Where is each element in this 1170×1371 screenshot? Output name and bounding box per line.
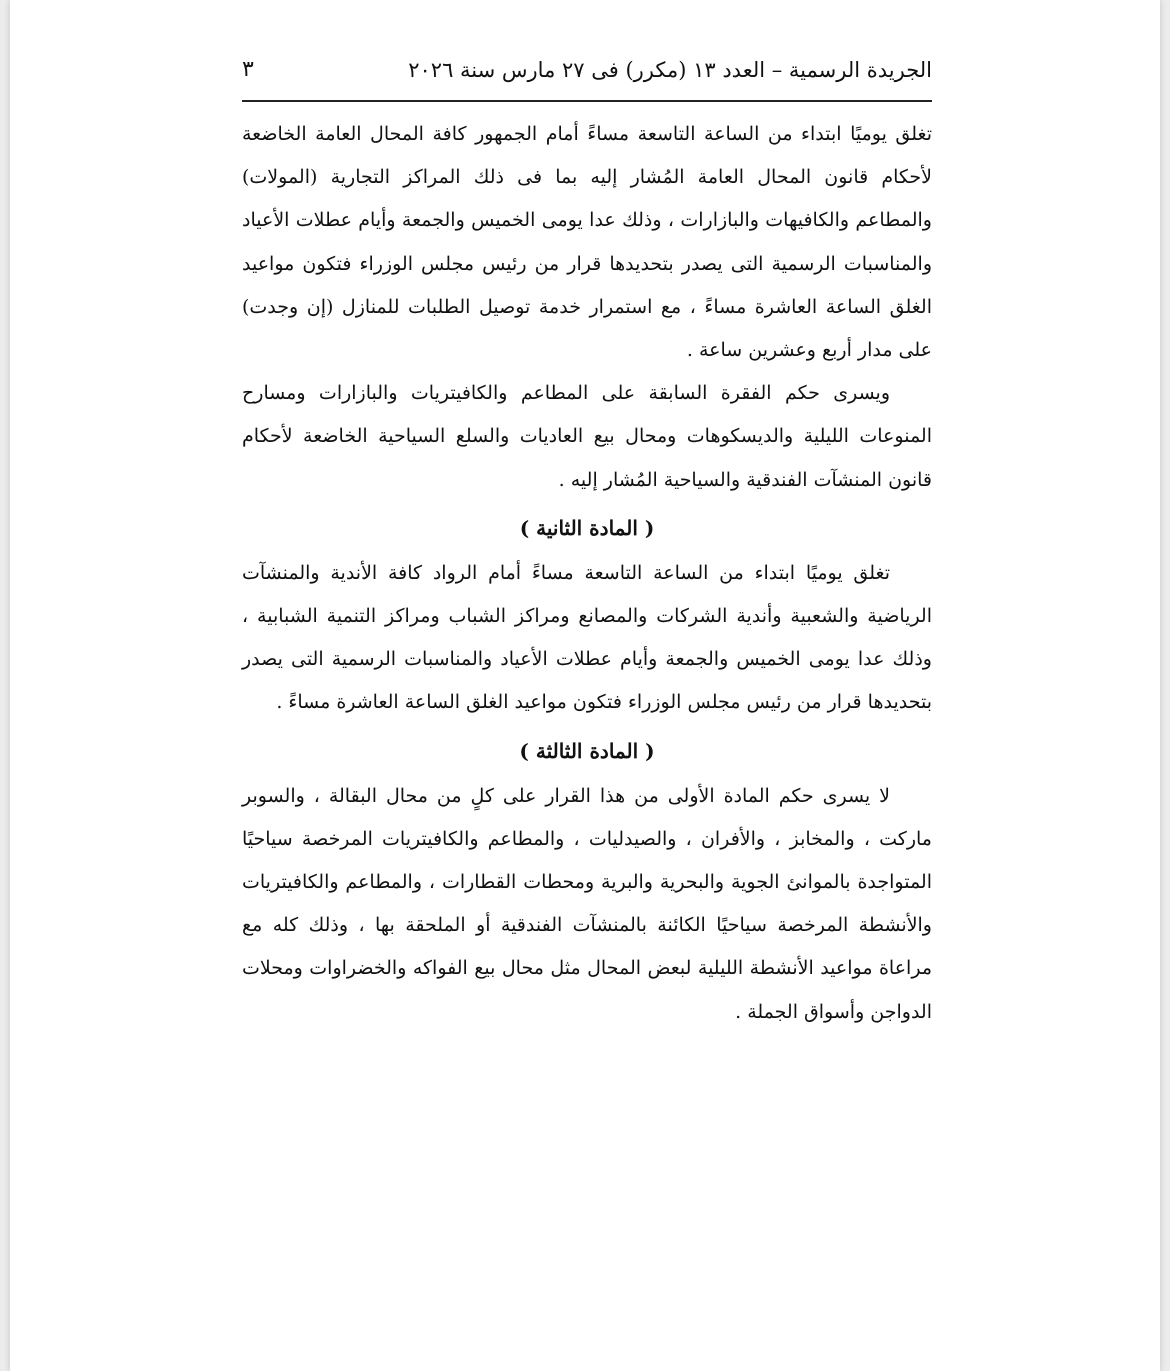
page-number: ٣ [242, 57, 254, 82]
article-1-paragraph-2: ويسرى حكم الفقرة السابقة على المطاعم والكافيتريات والبازارات ومسارح المنوعات الليلية والديسكوهات ومحال بيع العاديات والسلع السياحية الخاضعة لأحكام قانون المنشآت الفندقية والسياحية المُشار إليه . [242, 382, 932, 491]
article-2-paragraph-1: تغلق يوميًا ابتداء من الساعة التاسعة مساءً أمام الرواد كافة الأندية والمنشآت الرياضية والشعبية وأندية الشركات والمصانع ومراكز الشباب ومراكز التنمية الشبابية ، وذلك عدا يومى الخميس والجمعة وأيام عطلات الأعياد والمناسبات الرسمية التى يصدر بتحديدها قرار من رئيس مجلس الوزراء فتكون مواعيد الغلق الساعة العاشرة مساءً . [242, 561, 932, 714]
header-divider [242, 100, 932, 102]
article-3-title: ( المادة الثالثة ) [519, 738, 655, 763]
article-3-paragraph-1: لا يسرى حكم المادة الأولى من هذا القرار على كلٍ من محال البقالة ، والسوبر ماركت ، والمخابز ، والأفران ، والصيدليات ، والمطاعم والكافيتريات المرخصة سياحيًا المتواجدة بالموانئ الجوية والبحرية والبرية ومحطات القطارات ، والمطاعم والكافيتريات والأنشطة المرخصة سياحيًا الكائنة بالمنشآت الفندقية أو الملحقة بها ، وذلك كله مع مراعاة مواعيد الأنشطة الليلية لبعض المحال مثل محال بيع الفواكه والخضراوات ومحلات الدواجن وأسواق الجملة . [242, 784, 932, 1023]
gazette-header-title: الجريدة الرسمية – العدد ١٣ (مكرر) فى ٢٧ مارس سنة ٢٠٢٦ [408, 58, 932, 82]
article-1-paragraph-1: تغلق يوميًا ابتداء من الساعة التاسعة مساءً أمام الجمهور كافة المحال العامة الخاضعة لأحكام قانون المحال العامة المُشار إليه بما فى ذلك المراكز التجارية (المولات) والمطاعم والكافيهات والبازارات ، وذلك عدا يومى الخميس والجمعة وأيام عطلات الأعياد والمناسبات الرسمية التى يصدر بتحديدها قرار من رئيس مجلس الوزراء فتكون مواعيد الغلق الساعة العاشرة مساءً ، مع استمرار خدمة توصيل الطلبات للمنازل (إن وجدت) على مدار أربع وعشرين ساعة . [242, 123, 932, 362]
article-2-title: ( المادة الثانية ) [519, 515, 655, 540]
page-header [242, 52, 932, 88]
document-body [242, 113, 932, 1034]
document-page [10, 0, 1160, 1371]
